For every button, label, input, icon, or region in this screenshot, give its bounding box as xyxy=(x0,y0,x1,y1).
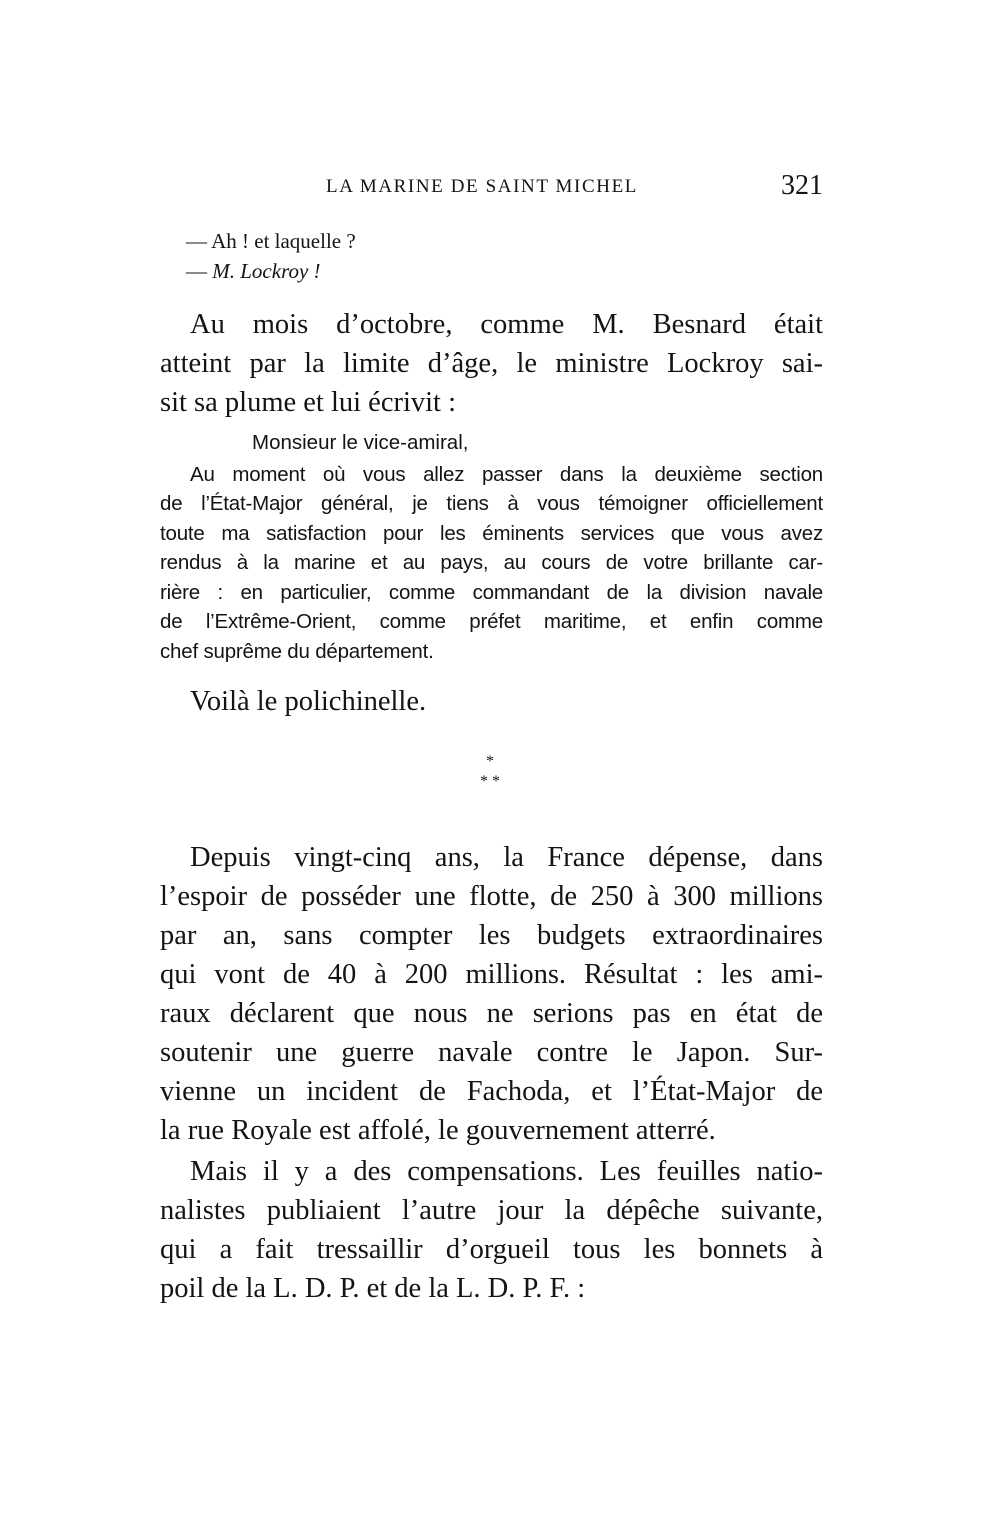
paragraph-4 xyxy=(160,1152,823,1308)
page-number: 321 xyxy=(781,170,823,201)
paragraph-line: vienne un incident de Fachoda, et l’État-Major de xyxy=(160,1076,823,1107)
paragraph-line: Depuis vingt-cinq ans, la France dépense, dans xyxy=(190,842,823,873)
section-separator xyxy=(470,752,510,792)
separator-stars-bottom: * * xyxy=(480,773,500,790)
dialogue-dash: — xyxy=(186,259,213,283)
separator-star-top: * xyxy=(486,753,494,770)
paragraph-line: par an, sans compter les budgets extraordinaires xyxy=(160,920,823,951)
paragraph-line: Au mois d’octobre, comme M. Besnard était xyxy=(190,309,823,340)
dialogue-line-1: — Ah ! et laquelle ? xyxy=(186,229,356,253)
quoted-letter xyxy=(160,428,823,666)
letter-line: chef suprême du département. xyxy=(160,639,434,663)
letter-line: Au moment où vous allez passer dans la deuxième section xyxy=(190,462,823,486)
paragraph-line: nalistes publiaient l’autre jour la dépêche suivante, xyxy=(160,1195,823,1226)
paragraph-line: Mais il y a des compensations. Les feuilles natio- xyxy=(190,1156,823,1187)
paragraph-line: atteint par la limite d’âge, le ministre Lockroy sai- xyxy=(160,348,823,379)
letter-line: rendus à la marine et au pays, au cours de votre brillante car- xyxy=(160,551,823,574)
paragraph-line: soutenir une guerre navale contre le Japon. Sur- xyxy=(160,1037,823,1068)
paragraph-line: qui a fait tressaillir d’orgueil tous les bonnets à xyxy=(160,1234,823,1265)
running-title: LA MARINE DE SAINT MICHEL xyxy=(326,176,638,197)
paragraph-line: l’espoir de posséder une flotte, de 250 à 300 millions xyxy=(160,881,823,912)
letter-salutation: Monsieur le vice-amiral, xyxy=(252,431,469,454)
running-head xyxy=(160,172,823,204)
dialogue-italic: M. Lockroy ! xyxy=(212,259,321,283)
paragraph-line: sit sa plume et lui écrivit : xyxy=(160,387,457,418)
dialogue-line-2 xyxy=(186,256,356,286)
dialogue xyxy=(186,226,356,286)
letter-line: toute ma satisfaction pour les éminents services que vous avez xyxy=(160,521,823,545)
paragraph-line: qui vont de 40 à 200 millions. Résultat : les ami- xyxy=(160,959,823,990)
paragraph-line: raux déclarent que nous ne serions pas en état de xyxy=(160,998,823,1029)
paragraph-1 xyxy=(160,305,823,422)
paragraph-line: poil de la L. D. P. et de la L. D. P. F. : xyxy=(160,1273,586,1304)
letter-line: rière : en particulier, comme commandant de la division navale xyxy=(160,580,823,604)
paragraph-line: la rue Royale est affolé, le gouvernement atterré. xyxy=(160,1115,716,1146)
letter-line: de l’État-Major général, je tiens à vous témoigner officiellement xyxy=(160,492,823,515)
paragraph-3 xyxy=(160,838,823,1150)
letter-line: de l’Extrême-Orient, comme préfet maritime, et enfin comme xyxy=(160,610,823,633)
paragraph-2: Voilà le polichinelle. xyxy=(190,686,427,717)
